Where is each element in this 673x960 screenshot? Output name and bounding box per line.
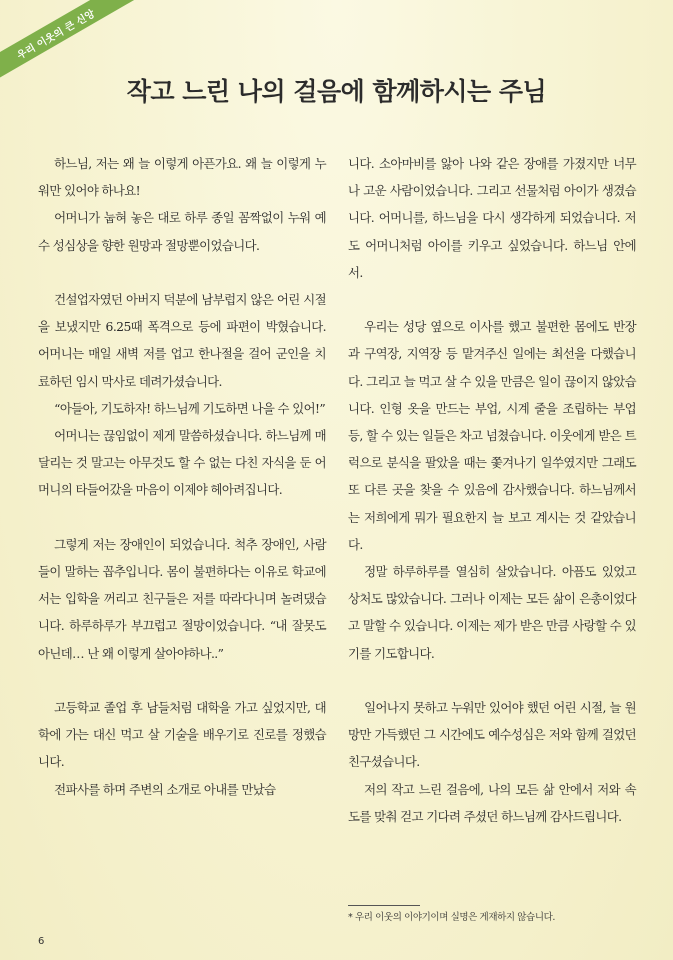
left-column [38, 150, 326, 803]
paragraph-gap [348, 286, 636, 313]
paragraph: 일어나지 못하고 누워만 있어야 했던 어린 시절, 늘 원망만 가득했던 그 시간에도 예수성심은 저와 함께 걸었던 친구셨습니다. [348, 700, 636, 770]
footnote-divider [348, 905, 420, 906]
page-title: 작고 느린 나의 걸음에 함께하시는 주님 [126, 77, 547, 106]
paragraph: 저의 작고 느린 걸음에, 나의 모든 삶 안에서 저와 속도를 맞춰 걷고 기다려 주셨던 하느님께 감사드립니다. [348, 781, 636, 824]
paragraph: 고등학교 졸업 후 남들처럼 대학을 가고 싶었지만, 대학에 가는 대신 먹고 살 기술을 배우기로 진로를 정했습니다. [38, 700, 326, 770]
paragraph-gap [38, 667, 326, 694]
paragraph: “아들아, 기도하자! 하느님께 기도하면 나을 수 있어!” [54, 400, 326, 416]
section-banner-label: 우리 이웃의 큰 신앙 [15, 8, 97, 62]
paragraph: 어머니가 눕혀 놓은 대로 하루 종일 꼼짝없이 누워 예수 성심상을 향한 원망과 절망뿐이었습니다. [38, 210, 326, 253]
paragraph-gap [348, 667, 636, 694]
paragraph: 어머니는 끊임없이 제게 말씀하셨습니다. 하느님께 매달리는 것 말고는 아무것도 할 수 없는 다친 자식을 둔 어머니의 타들어갔을 마음이 이제야 헤아려집니다. [38, 428, 326, 498]
paragraph-gap [38, 504, 326, 531]
paragraph: 건설업자였던 아버지 덕분에 남부럽지 않은 어린 시절을 보냈지만 6.25때 폭격으로 등에 파편이 박혔습니다. 어머니는 매일 새벽 저를 업고 한나절을 걸어 군인을 치료하던 임시 막사로 데려가셨습니다. [38, 292, 326, 389]
paragraph: 하느님, 저는 왜 늘 이렇게 아픈가요. 왜 늘 이렇게 누워만 있어야 하나요! [38, 156, 326, 199]
paragraph-gap [38, 259, 326, 286]
footnote: * 우리 이웃의 이야기이며 실명은 게재하지 않습니다. [348, 912, 556, 923]
paragraph: 니다. 소아마비를 앓아 나와 같은 장애를 가졌지만 너무나 고운 사람이었습니다. 그리고 선물처럼 아이가 생겼습니다. 어머니를, 하느님을 다시 생각하게 되었습니다. 저도 어머니처럼 아이를 키우고 싶었습니다. 하느님 안에서. [348, 156, 636, 280]
paragraph: 정말 하루하루를 열심히 살았습니다. 아픔도 있었고 상처도 많았습니다. 그러나 이제는 모든 삶이 은총이었다고 말할 수 있습니다. 이제는 제가 받은 만큼 사랑할 수 있기를 기도합니다. [348, 564, 636, 661]
paragraph: 우리는 성당 옆으로 이사를 했고 불편한 몸에도 반장과 구역장, 지역장 등 맡겨주신 일에는 최선을 다했습니다. 그리고 늘 먹고 살 수 있을 만큼은 일이 끊이지 않았습니다. 인형 옷을 만드는 부업, 시계 줄을 조립하는 부업 등, 할 수 있는 일들은 차고 넘쳤습니다. 이웃에게 받은 트럭으로 분식을 팔았을 때는 쫓겨나기 일쑤였지만 그래도 또 다른 곳을 찾을 수 있음에 감사했습니다. 하느님께서는 저희에게 뭐가 필요한지 늘 보고 계시는 것 같았습니다. [348, 319, 636, 552]
paragraph: 전파사를 하며 주변의 소개로 아내를 만났습 [54, 781, 276, 797]
page-number: 6 [38, 936, 45, 947]
right-column [348, 150, 636, 830]
paragraph: 그렇게 저는 장애인이 되었습니다. 척추 장애인, 사람들이 말하는 꼽추입니다. 몸이 불편하다는 이유로 학교에서는 입학을 꺼리고 친구들은 저를 따라다니며 놀려댔습니다. 하루하루가 부끄럽고 절망이었습니다. “내 잘못도 아닌데… 난 왜 이렇게 살아야하나..” [38, 536, 326, 661]
